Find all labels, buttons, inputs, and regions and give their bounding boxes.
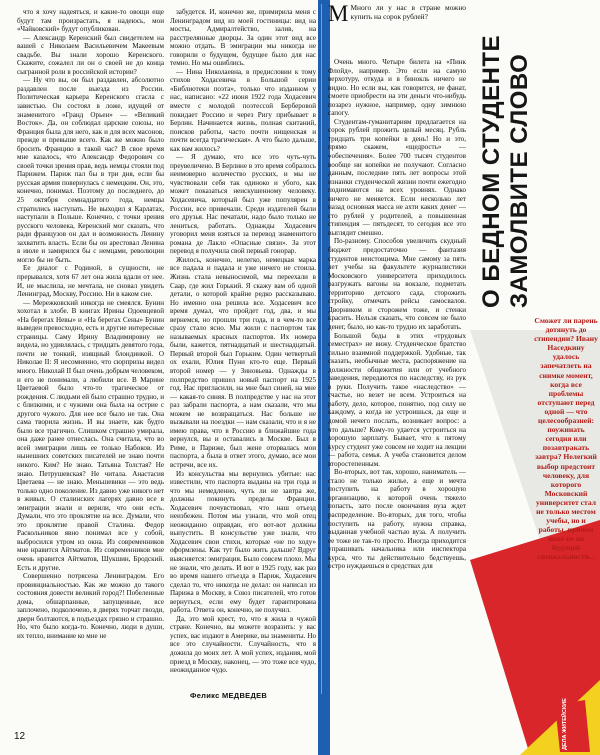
paragraph: Да, это мой крест, то, что я жила в чужой стране. Конечно, вы можете возразить: у вас успех, вас издают в Америке, вы знамениты. Но все это случайности. Случайность, что я дожила до моих лет. А мой успех, издания, мой приезд в Москву, наконец, — это тоже все чудо, неожиданное чудо. <box>170 614 316 675</box>
paragraph: что я хочу надеяться, и какие-то овощи еще будут там произрастать, я надеюсь, мои «Чайковский» будут опубликован. <box>17 8 164 34</box>
column-divider <box>321 4 322 694</box>
paragraph: — Нина Николаевна, в предисловии к тому стихов Ходасевича в Большой серии «Библиотеки поэта», только что изданном у нас, написано: «22 июня 1922 года Ходасевич вместе с молодой поэтессой Берберовой покидает Россию и через Ригу прибывает в Берлин. Начинается жизнь, полная скитаний, поисков работы, часто почти нищенская и почти всегда трагическая». А что было дальше, как вам жилось? <box>170 67 316 153</box>
paragraph: Совершенно потрясена Ленинградом. Его провинциальностью. Как же можно до такого состояния довести великий город?! Побеленные дома, обшарпанные, запущенные, все заплочено, подколочено, в дверях торчат гвозди, двери болтаются, в подъездах грязно и страшно. Но, что было когда-то. Конечно, люди в души, их тепло, внимание ко мне не <box>17 572 164 640</box>
paragraph: Студентам-гуманитариям предлагается на сорок рублей прожить целый месяц. Рубль тридцать три копейки в день! Но и это, прямо скажем, «щедрость» — «обеспечения». Более 700 тысяч студентов вообще ни копейки не получают. Согласно данным, последние пять лет вопросы этой изнанки студенческой жизни почти ежегодно поднимаются на всех уровнях. Однако ничего не меняется. Если несколько лет назад основная масса не ахти каких денег — сто рублей у родителей, а повышенная стипендия — пятьдесят, то сегодня все это выглядит смешно. <box>328 117 466 237</box>
intro-text: Много ли у нас в стране можно купить на сорок рублей? <box>350 3 466 21</box>
section-tag <box>562 698 574 750</box>
paragraph: — Мережковский никогда не смеялся. Бунин хохотал в злобе. В книгах Ирины Одоевцевой «На берегах Невы» и «На берегах Сены» Бунин выведен превосходно, есть и другие интересные страницы. Саму Ирину Владимировну не видела, но удивлялась, с тридцать девятого года, почти не тонкий, изящный блондинкой. О Николае II: Я несомненно, что сюрпризы видел много. Николай II был очень добрым человеком, и его не понимали, а любили все. В Марине Цветаевой было что-то трагическое от рождения. С людьми ей было страшно трудно, и с близкими, и с чужими она была на острие с другого чужого. Для нее все было не так. Она сама творила жизнь. И вы знаете, как будто было все трагично. Слишком страшно умирала, она даже ранее отнеслась. Она считала, что во всей эмиграции лишь ее только Набоков. Из нынешних советских писателей не знаю почти никого. Ким? Не знаю. Татьяна Толстая? Не знаю. Петрушевская? Не читала. Анастасия Цветаева — не знаю. Меньшевики — это ведь только одно поколение. Из давно уже никого нет в живых. О сталинских лагерях давно все в эмиграции знали и верили, что они есть. Думали, что это проклятие на все. Думали, что это проклятие правой Сталина. Федор Раскольников явно понимал все у собой, выбросился утром из окна. Из современников мне нравится Айтматов. Из современников мне очень нравится Айтматов, Шукшин, Бродский. Есть и другие. <box>17 298 164 572</box>
author-byline: Феликс МЕДВЕДЕВ <box>190 691 268 700</box>
paragraph: Большой беды в этих «трудовых семестрах» не вижу. Студенческое братство сильно взаимной поддержкой. Удобные, так сказать, необычные места, распоряжение на должности общежития или от учебного заведения, передаются по наследству, из рук в руки. Получить такое «наследство» — счастье, но везет не всем. Устроиться на работу, дело, которое, понятно, под силу не каждому, а когда не устроишься, да еще и домой нечего послать, возникает вопрос: а что дальше? Кому-то удается устроиться на хорошую зарплату. Бывает, что к пятому курсу студент уже совсем не ходит на лекции — работа, семья. А учеба становится делом второстепенным. <box>328 331 466 468</box>
headline-line-2: ЗАМОЛВИТЕ СЛОВО <box>506 53 533 308</box>
headline <box>478 28 542 308</box>
article-intro <box>328 1 466 26</box>
column-right <box>328 58 466 658</box>
paragraph: Из консульства мы вернулись убитые: нас известили, что паспорта выданы на три года и что мы немедленно, чуть ли не завтра же, должны покинуть пределы Франции. Ходасевич почувствовал, что наш отъезд неизбежен. Потом мы узнали, что мой отец неожиданно оправдан, его вот-вот должны выпустить. В консульстве уже знали, что Ходасевич свои стихи, которые «не по ходу» оформлены. Как тут было жить дальше? Вдруг выясняется: эмиграция. Было совсем плохо. Мы не знали, что делать. И вот в 1925 году, как раз во время нашего отъезда в Париж, Ходасевич сделал то, что никогда не делал: он написал из Парижа в Москву, в Союз писателей, что готов вернуться, если ему будет гарантирована работа. Ответа он, конечно, не получил. <box>170 469 316 615</box>
column-left <box>17 8 164 698</box>
headline-line-1: О БЕДНОМ СТУДЕНТЕ <box>478 34 505 308</box>
paragraph: Во-вторых, вот так, хорошо, наниматель — стало не только жилье, а еще и мечта поступить на работу в хорошую организацию, к которой очень тяжело попасть, зато после окончания вуза ждет распределение. Во-вторых, для того, чтобы поступить на работу, нужна справка, выданная учебной частью вуза. А получить ее тоже не так-то просто. Иногда приходится упрашивать начальника или инспектора курса, что ты действительно бедствуешь, остро нуждаешься в средствах для <box>328 468 466 571</box>
paragraph: Очень много. Четыре билета на «Пинк Флойд», например. Это если на самую верхотуру, откуда и в бинокль ничего не видно. Но если вы, как говорится, не фанат, смоете приобрести на эти деньги что-нибудь позарез нужное, например, одну зимнюю сапогу. <box>328 58 466 118</box>
drop-cap: М <box>328 1 349 26</box>
paragraph: По-разному. Способов увеличить скудный бюджет предостаточно — фантазия студентов неистощима. Мне самому за пять лет учебы на факультете журналистики Московского университета приходилось разгружать вагоны на вокзале, подметать территорию детского сада, сторожить стройку, отмечать рейсы самосвалов. Дворником и сторожем тоже, и стенки красить. Нельзя сказать, что совсем не было денег, было, но как-то трудно их заработать. <box>328 237 466 331</box>
paragraph: Жилось, конечно, нелегко, немецкая марка все падала и падала и уже ничего не стоила. Жизнь стала невыносимой, мы переехали в Саар, где жил Горький. Я скажу вам об одной детали, о которой крайне редко рассказываю. Но именно она решила все. Ходасевич все время думал, что пройдет год, два, и мы вернемся, но прошли три года, и в чем-то все сразу стало ясно. Мы жили с паспортом так называемых красных паспортов. Их номера были, кажется, пятнадцатый и шестнадцатый. Первый второй был Горьким. Один четвертый ох ехали, Юлия Пуни кто-то еще. Первый второй номер — у Зиновьева. Однажды в полпредство пришел новый паспорт на 1925 год. Нас пригласили, на мне был синей, на мне — какая-то синяя. В полпредстве у нас на этот раз забрали паспорта, а нам сказали, что мы можем не возвращаться. Нас больше не вызывали на поездки — нам сказали, что и я не имею права, что в Россию в ближайшие года вернулся, вы и оставались в Москве. Был в Риме, в Париже, был жене оторвалась мои паспорта, а была в ответ этого, думаю, все мои встречи, все их. <box>170 255 316 469</box>
paragraph: — Александр Керенский был свидетелем на вашей с Николаем Васильевичем Макеевым свадьбе. Вы знали хорошо Керенского. Скажите, сожалел ли он о своей не до конца сыгранной роли в российской истории? <box>17 33 164 76</box>
section-tag-label: ДЕЛА ЖИТЕЙСКИЕ <box>562 698 568 750</box>
paragraph: — Я думаю, что все это чуть-чуть преувеличено. В Берлине в это время собралось неимоверно количество русских, и мы не чувствовали себя так одиноко и убого, как может показаться неискушенному человеку. Ходасевича, который был уже популярен в России, все привечали. Среди издателей были его друзья. Нас печатали, надо было только не лениться, работать. Однажды Ходасевич уговорил меня взяться за перевод знаменитого романа де Лакло «Опасные связи». За этот перевод я получила свой первый гонорар. <box>170 153 316 256</box>
photo-caption-question: Сможет ли парень дотянуть до стипендии? Ивану Наседкину удалось запечатлеть на снимке момент, когда все проблемы отступают перед одной — что целесообразней: поужинать сегодня или позавтракать завтра? Нелегкий выбор предстоит человеку, для которого Московский университет стал не только местом учебы, но и работы, причем явно не по будущей специальности... <box>534 316 598 562</box>
paragraph: Ее диалог с Родиной, в сущности, не прерывался, хотя 67 лет она жила вдали от нее. И, не мыслила, не мечтала, не сновал увидеть Ленинград, Москву, Россию. Ни в каком сне. <box>17 264 164 299</box>
paragraph: забудется. И, конечно же, примирила меня с Ленинградом вид из моей гостиницы: вид на мосты, Адмиралтейство, залив, на расстрелянные дворцы. За один этот вид все можно отдать. В эмиграции мы никогда не говорили о будущем, будущее было для нас темно. Но мы ошиблись. <box>170 8 316 68</box>
paragraph: — Ну что вы, он был раздавлен, абсолютно раздавлен после выезда из России. Политическая карьера Керенского сгасла с завистью. Он состоял в ложе, идущей от знаменитого «Гранд Орьен» — «Великий Восток». Да, он соблюдал царские союзы, но Франция была для него, как и для всех масонов, прежде и превыше всего. Как же можно было бросить Францию в такой час? В свое время мне казалось, что Александр Федорович со своей точки зрения прав, ведь немцы стояли под Парижем. Париж пал бы в три дня, если бы русская армия повернулась с немецким. Он, это, конечно, понимал. Поэтому до последнего, до 25 октября семнадцатого года, немцы стратились наступать. Не выходил я Карлатах, наступали в Польше. Конечно, с точки зрения русского человека, Керенский мог сказать, что ради французов он дал и возможность Ленину захватить власть. Если бы он арестовал Ленина в июле и замирился бы с немцами, революции могло бы не быть. <box>17 76 164 264</box>
page-number: 12 <box>14 731 26 742</box>
column-middle <box>170 8 316 688</box>
